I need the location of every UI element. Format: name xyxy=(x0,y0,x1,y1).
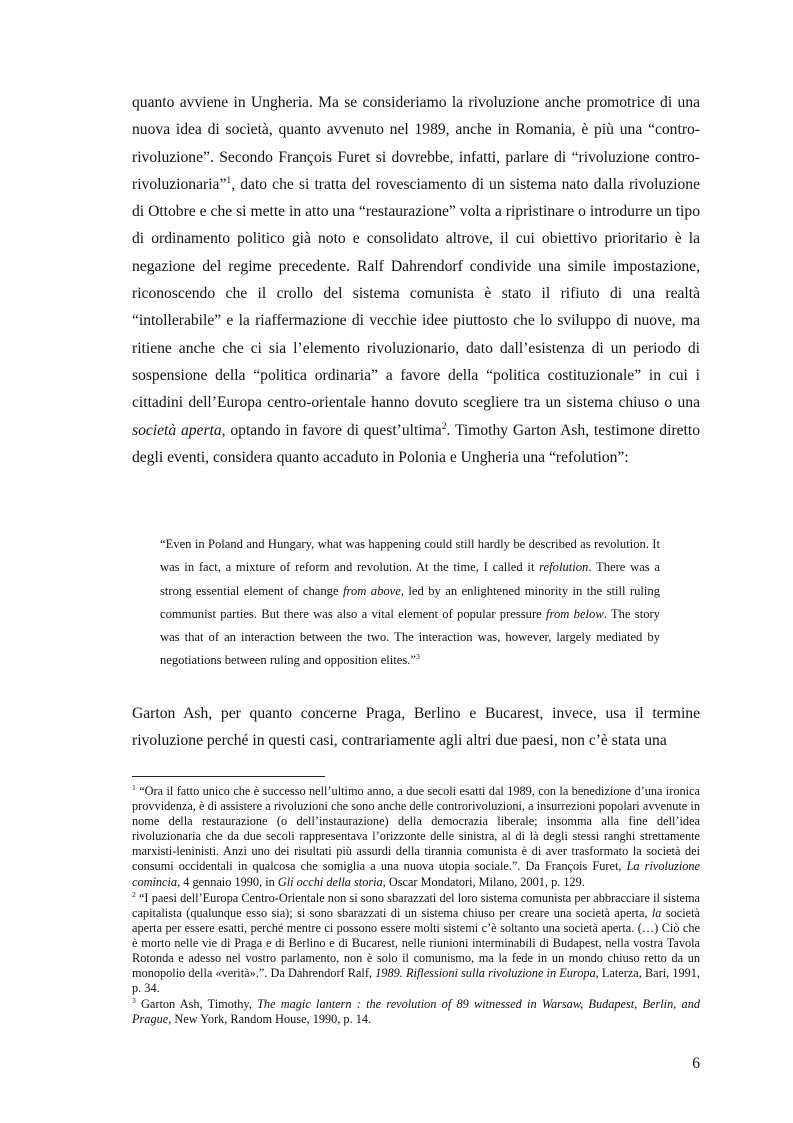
footnote-1 xyxy=(132,784,700,890)
footnote-emphasis: la xyxy=(651,905,662,920)
footnote-text: Garton Ash, Timothy, xyxy=(135,997,258,1012)
page-number: 6 xyxy=(692,1055,700,1072)
quote-italic: from above xyxy=(343,583,401,598)
footnote-text: , New York, Random House, 1990, p. 14. xyxy=(168,1012,372,1027)
body-text-segment: , optando in favore di quest’ultima xyxy=(221,421,442,439)
body-paragraph xyxy=(132,89,700,471)
quote-text-segment: , led by an enlightened minority in the still ruling communist parties. But there was also a vital element of popular pressure xyxy=(160,583,661,621)
footnote-text: , Oscar Mondatori, Milano, 2001, p. 129. xyxy=(382,874,585,889)
footnote-title: The magic lantern : the revolution of 89 witnessed in Warsaw, Budapest, Berlin, and Prague xyxy=(132,997,700,1027)
body-text-segment: quanto avviene in Ungheria. Ma se consideriamo la rivoluzione anche promotrice di una nuova idea di società, quanto avvenuto nel 1989, anche in Romania, è più una “contro-rivoluzione”. Secondo François Furet si dovrebbe, infatti, parlare di “rivoluzione contro-rivoluzionaria” xyxy=(132,94,700,193)
quote-italic: refolution xyxy=(539,560,589,575)
footnote-text: , 4 gennaio 1990, in xyxy=(177,874,278,889)
footnote-3 xyxy=(132,997,700,1027)
footnote-title: Gli occhi della storia xyxy=(277,874,383,889)
continuation-paragraph: Garton Ash, per quanto concerne Praga, Berlino e Bucarest, invece, usa il termine rivoluzione perché in questi casi, contrariamente agli altri due paesi, non c’è stata una xyxy=(132,705,700,750)
footnote-number: 2 xyxy=(132,889,136,899)
body-text-segment: . Timothy Garton Ash, testimone diretto degli eventi, considera quanto accaduto in Polonia e Ungheria una “refolution”: xyxy=(132,421,701,466)
footnote-divider xyxy=(132,776,325,777)
body-text-segment: , dato che si tratta del rovesciamento di un sistema nato dalla rivoluzione di Ottobre e che si mette in atto una “restaurazione” volta a ripristinare o introdurre un tipo di ordinamento politico già noto e consolidato altrove, il cui obiettivo prioritario è la negazione del regime precedente. Ralf Dahrendorf condivide una simile impostazione, riconoscendo che il crollo del sistema comunista è stato il rifiuto di una realtà “intollerabile” e la riaffermazione di vecchie idee piuttosto che lo sviluppo di nuove, ma ritiene anche che ci sia l’elemento rivoluzionario, dato dall’esistenza di un periodo di sospensione della “politica ordinaria” a favore della “politica costituzionale” in cui i cittadini dell’Europa centro-orientale hanno dovuto scegliere tra un sistema chiuso o una xyxy=(132,175,700,412)
footnote-title: La rivoluzione comincia xyxy=(132,859,700,889)
quote-italic: from below xyxy=(546,606,604,621)
quote-text-segment: . The story was that of an interaction between the two. The interaction was, however, largely mediated by negotiations between ruling and opposition elites.” xyxy=(160,606,660,668)
footnotes-section xyxy=(132,784,700,1029)
footnote-text: “I paesi dell’Europa Centro-Orientale non si sono sbarazzati del loro sistema comunista per abbracciare il sistema capitalista (qualunque esso sia); si sono sbarazzati di un sistema chiuso per creare una società aperta, xyxy=(132,890,700,920)
quote-text-segment: “Even in Poland and Hungary, what was happening could still hardly be described as revolution. It was in fact, a mixture of reform and revolution. At the time, I called it xyxy=(160,537,660,575)
italic-term: società aperta xyxy=(132,421,222,439)
footnote-number: 3 xyxy=(132,996,136,1006)
block-quote xyxy=(160,533,660,673)
footnote-text: società aperta per essere esatti, perché mentre ci possono essere molti sistemi c’è soltanto una società aperta. (…) Ciò che è morto nelle vie di Praga e di Berlino e di Bucarest, nelle riunioni interminabili di Budapest, nella vostra Tavola Rotonda e adesso nel vostro parlamento, non è solo il comunismo, ma la fede in un mondo chiuso retto da un monopolio della «verità».”. Da Dahrendorf Ralf, xyxy=(132,905,700,981)
footnote-number: 1 xyxy=(132,782,136,792)
footnote-ref-3[interactable]: 3 xyxy=(416,652,420,662)
footnote-text: , Laterza, Bari, 1991, p. 34. xyxy=(132,966,700,996)
footnote-ref-2[interactable]: 2 xyxy=(441,420,447,432)
footnote-title: 1989. Riflessioni sulla rivoluzione in Europa xyxy=(375,966,596,981)
footnote-text: “Ora il fatto unico che è successo nell’ultimo anno, a due secoli esatti dal 1989, con la benedizione d’una ironica provvidenza, è di assistere a rivoluzioni che sono anche delle controrivoluzioni, a insurrezioni popolari avvenute in nome della restaurazione (o dell’instaurazione) della democrazia liberale; insomma alla fine dell’idea rivoluzionaria che da due secoli rappresentava l’orizzonte delle sinistra, al di là degli stessi ranghi strettamente marxisti-leninisti. Anzi uno dei risultati più assurdi della tirannia comunista è di aver trasformato la società dei consumi occidentali in qualcosa che somiglia a una nuova utopia sociale.”. Da François Furet, xyxy=(132,784,700,874)
footnote-ref-1[interactable]: 1 xyxy=(226,174,232,186)
footnote-2 xyxy=(132,891,700,997)
quote-text-segment: . There was a strong essential element of change xyxy=(160,560,661,598)
